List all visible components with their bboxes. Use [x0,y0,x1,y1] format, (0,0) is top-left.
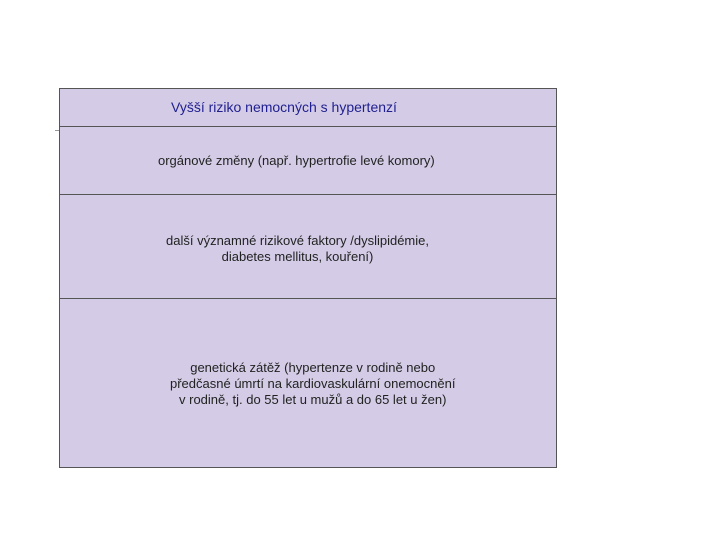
row-text-organ-changes [158,153,435,169]
table-row [60,299,556,467]
text-line: genetická zátěž (hypertenze v rodině nebo [190,360,436,375]
risk-table [59,88,557,468]
text-line: orgánové změny (např. hypertrofie levé komory) [158,153,435,168]
table-row [60,195,556,299]
row-text-genetic-burden [170,360,455,408]
text-line: diabetes mellitus, kouření) [221,249,374,264]
text-line: v rodině, tj. do 55 let u mužů a do 65 let u žen) [179,392,447,407]
table-title: Vyšší riziko nemocných s hypertenzí [171,99,397,115]
text-line: další významné rizikové faktory /dyslipidémie, [166,233,429,248]
text-line: předčasné úmrtí na kardiovaskulární onemocnění [170,376,456,391]
row-text-risk-factors [166,233,429,265]
table-row [60,127,556,195]
table-header-row [60,89,556,127]
